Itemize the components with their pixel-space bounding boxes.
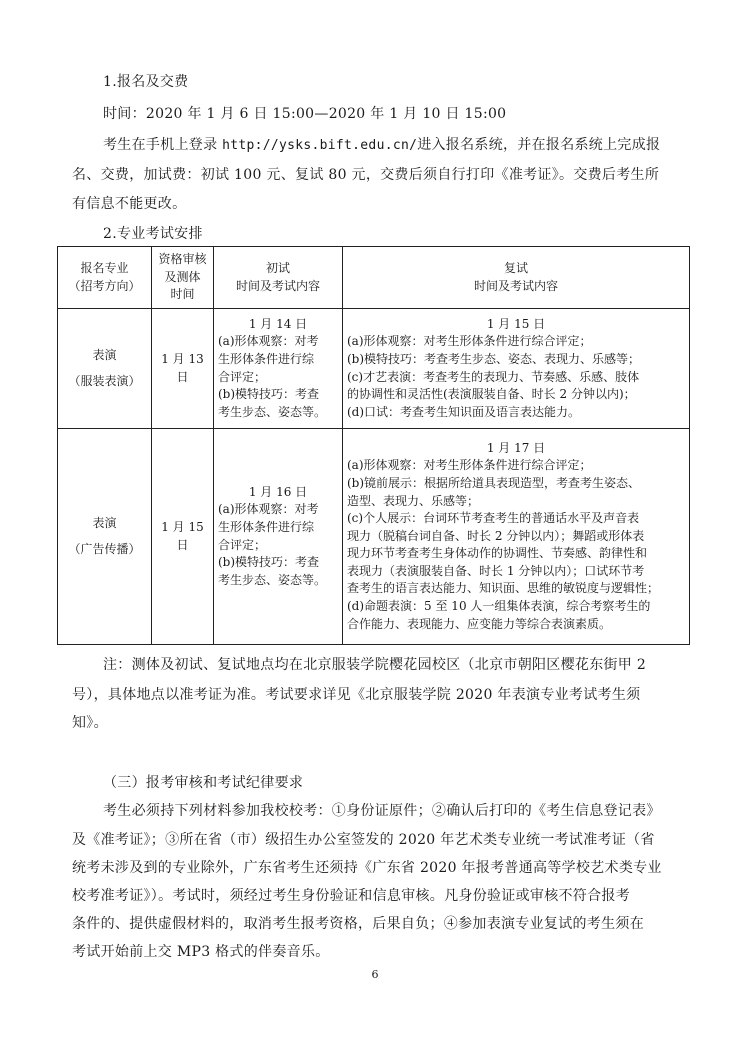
- header-preliminary: 初试 时间及考试内容: [214, 247, 343, 309]
- section3-line4: 校考准考证》）。考试时，须经过考生身份验证和信息审核。凡身份验证或审核不符合报考: [72, 888, 630, 904]
- row2-major: 表演 （广告传播）: [58, 429, 152, 645]
- section1-heading: 1.报名及交费: [103, 74, 189, 90]
- section3-line2: 及《准考证》；③所在省（市）级招生办公室签发的 2020 年艺术类专业统一考试准考证（省: [72, 832, 655, 848]
- note-line3: 知》。: [72, 715, 108, 731]
- registration-paragraph-line3: 有信息不能更改。: [72, 196, 187, 212]
- page-number: 6: [371, 968, 379, 981]
- registration-url-link[interactable]: http://ysks.bift.edu.cn/: [222, 138, 418, 153]
- row1-review-date: 1 月 13 日: [152, 309, 214, 429]
- table-header-row: [58, 247, 690, 309]
- paragraph-text: 考生在手机上登录: [103, 137, 223, 153]
- registration-time: 时间：2020 年 1 月 6 日 15:00—2020 年 1 月 10 日 15:00: [103, 106, 507, 122]
- section3-line1: 考生必须持下列材料参加我校校考：①身份证原件；②确认后打印的《考生信息登记表》: [103, 803, 661, 819]
- section3-line3: 统考未涉及到的专业除外，广东省考生还须持《广东省 2020 年报考普通高等学校艺术类专业: [72, 860, 662, 876]
- table-row: [58, 309, 690, 429]
- row1-preliminary: 1 月 14 日 (a)形体观察：对考 生形体条件进行综 合评定； (b)模特技巧：考查 考生步态、姿态等。: [214, 309, 343, 429]
- header-major: 报名专业 （招考方向）: [58, 247, 152, 309]
- section3-heading: （三）报考审核和考试纪律要求: [103, 775, 304, 791]
- header-final: 复试 时间及考试内容: [343, 247, 690, 309]
- row2-review-date: 1 月 15 日: [152, 429, 214, 645]
- registration-paragraph-line2: 名、交费，加试费：初试 100 元、复试 80 元，交费后须自行打印《准考证》。交费后考生所: [72, 167, 660, 183]
- note-line1: 注：测体及初试、复试地点均在北京服装学院樱花园校区（北京市朝阳区樱花东街甲 2: [103, 657, 647, 673]
- row1-major: 表演 （服装表演）: [58, 309, 152, 429]
- registration-paragraph-line1: [103, 135, 660, 156]
- section3-line5: 条件的、提供虚假材料的，取消考生报考资格，后果自负；④参加表演专业复试的考生须在: [72, 916, 644, 932]
- note-line2: 号），具体地点以准考证为准。考试要求详见《北京服装学院 2020 年表演专业考试考生须: [72, 687, 641, 703]
- row1-final: 1 月 15 日 (a)形体观察：对考生形体条件进行综合评定； (b)模特技巧：考查考生步态、姿态、表现力、乐感等； (c)才艺表演：考查考生的表现力、节奏感、乐感、肢体 的协调性和灵活性(表演服装自备、时长 2 分钟以内)； (d)口试：考查考生知识面及语言表达能力。: [343, 309, 690, 429]
- paragraph-text: 进入报名系统，并在报名系统上完成报: [417, 137, 661, 153]
- row2-preliminary: 1 月 16 日 (a)形体观察：对考 生形体条件进行综 合评定； (b)模特技巧：考查 考生步态、姿态等。: [214, 429, 343, 645]
- exam-schedule-table: [57, 246, 690, 645]
- section2-heading: 2.专业考试安排: [103, 226, 203, 242]
- header-review-time: 资格审核 及测体 时间: [152, 247, 214, 309]
- row2-final: 1 月 17 日 (a)形体观察：对考生形体条件进行综合评定； (b)镜前展示：根据所给道具表现造型，考查考生姿态、 造型、表现力、乐感等； (c)个人展示：台词环节考查考生的普通话水平及声音表 现力（脱稿台词自备、时长 2 分钟以内）；舞蹈或形体表 现力环节考查考生身体动作的协调性、节奏感、韵律性和 表现力（表演服装自备、时长 1 分钟以内）；口试环节考 查考生的语言表达能力、知识面、思维的敏锐度与逻辑性； (d)命题表演：5 至 10 人一组集体表演，综合考察考生的 合作能力、表现能力、应变能力等综合表演素质。: [343, 429, 690, 645]
- table-row: [58, 429, 690, 645]
- section3-line6: 考试开始前上交 MP3 格式的伴奏音乐。: [72, 944, 330, 960]
